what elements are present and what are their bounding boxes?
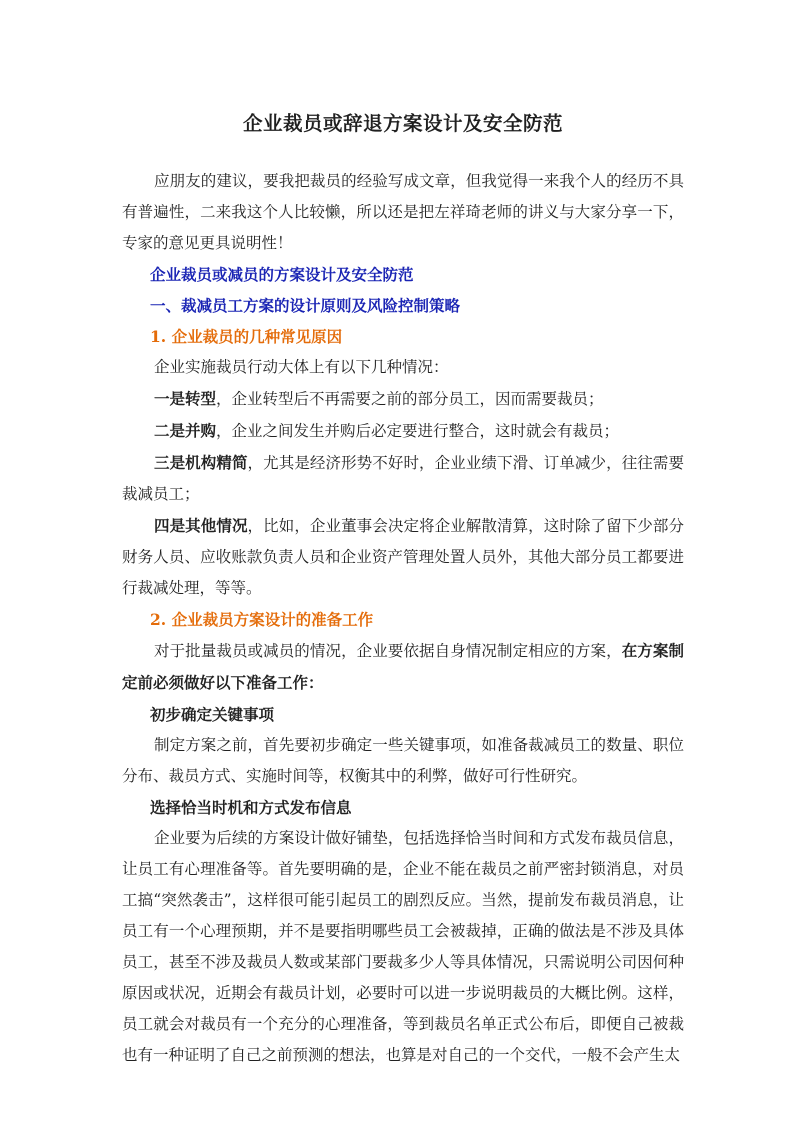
sub-heading-key-items: 初步确定关键事项 — [150, 705, 275, 724]
reason-item — [122, 415, 684, 447]
reason-label: 三是机构精简 — [154, 453, 248, 472]
sub-heading-release-info: 选择恰当时机和方式发布信息 — [150, 798, 352, 817]
section-heading-one: 一、裁减员工方案的设计原则及风险控制策略 — [150, 296, 461, 315]
reason-item — [122, 510, 684, 604]
lead-bold-text: 在方案制定前必须做好以下准备工作： — [122, 641, 684, 692]
key-items-paragraph: 制定方案之前，首先要初步确定一些关键事项，如准备裁减员工的数量、职位分布、裁员方式、实施时间等，权衡其中的利弊，做好可行性研究。 — [122, 736, 684, 785]
subsection-2-lead — [122, 635, 684, 699]
reason-label: 二是并购 — [154, 421, 217, 440]
lead-plain-text: 对于批量裁员或减员的情况，企业要依据自身情况制定相应的方案， — [154, 642, 622, 660]
main-heading: 企业裁员或减员的方案设计及安全防范 — [150, 265, 414, 284]
reason-text: ，比如，企业董事会决定将企业解散清算，这时除了留下少部分财务人员、应收账款负责人员和企业资产管理处置人员外，其他大部分员工都要进行裁减处理，等等。 — [122, 517, 684, 597]
reason-text: ，尤其是经济形势不好时，企业业绩下滑、订单减少，往往需要裁减员工； — [122, 454, 684, 503]
reason-item — [122, 447, 684, 510]
reason-label: 一是转型 — [154, 389, 217, 408]
subsection-1-lead: 企业实施裁员行动大体上有以下几种情况： — [154, 358, 449, 376]
intro-paragraph: 应朋友的建议，要我把裁员的经验写成文章，但我觉得一来我个人的经历不具有普遍性，二来我这个人比较懒，所以还是把左祥琦老师的讲义与大家分享一下，专家的意见更具说明性！ — [122, 172, 684, 252]
subsection-heading-2: 2. 企业裁员方案设计的准备工作 — [150, 610, 374, 629]
reason-item — [122, 383, 684, 415]
release-info-paragraph: 企业要为后续的方案设计做好铺垫，包括选择恰当时间和方式发布裁员信息，让员工有心理准备等。首先要明确的是，企业不能在裁员之前严密封锁消息，对员工搞“突然袭击”，这样很可能引起员工的剧烈反应。当然，提前发布裁员消息，让员工有一个心理预期，并不是要指明哪些员工会被裁掉，正确的做法是不涉及具体员工，甚至不涉及裁员人数或某部门要裁多少人等具体情况，只需说明公司因何种原因或状况，近期会有裁员计划，必要时可以进一步说明裁员的大概比例。这样，员工就会对裁员有一个充分的心理准备，等到裁员名单正式公布后，即便自己被裁也有一种证明了自己之前预测的想法，也算是对自己的一个交代，一般不会产生太 — [122, 829, 684, 1064]
reason-label: 四是其他情况 — [154, 516, 248, 535]
reason-text: ，企业之间发生并购后必定要进行整合，这时就会有裁员； — [216, 422, 620, 440]
reason-text: ，企业转型后不再需要之前的部分员工，因而需要裁员； — [216, 390, 604, 408]
document-title: 企业裁员或辞退方案设计及安全防范 — [242, 112, 563, 135]
subsection-heading-1: 1. 企业裁员的几种常见原因 — [150, 327, 343, 346]
